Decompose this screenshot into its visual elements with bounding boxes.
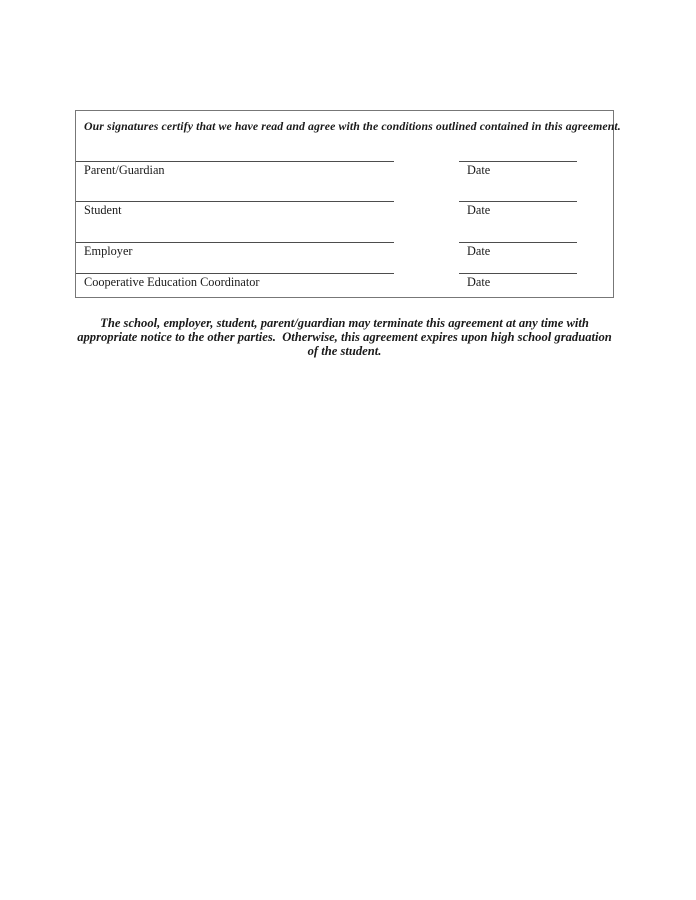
termination-paragraph-line-1: The school, employer, student, parent/guardian may terminate this agreement at any time with [100, 316, 589, 330]
employer-label: Employer [84, 244, 133, 258]
parent-guardian-label: Parent/Guardian [84, 163, 165, 177]
termination-paragraph-line-2: appropriate notice to the other parties. Otherwise, this agreement expires upon high school graduation [77, 330, 612, 344]
coordinator-signature-line [76, 273, 394, 274]
signature-box-title: Our signatures certify that we have read and agree with the conditions outlined contained in this agreement. [84, 119, 621, 133]
student-date-label: Date [467, 203, 491, 217]
termination-paragraph [75, 316, 614, 358]
student-date-line [459, 201, 577, 202]
parent-guardian-signature-line [76, 161, 394, 162]
parent-guardian-date-line [459, 161, 577, 162]
parent-guardian-date-label: Date [467, 163, 491, 177]
signature-box [75, 110, 621, 298]
coordinator-date-label: Date [467, 275, 491, 289]
termination-paragraph-line-3: of the student. [307, 344, 382, 358]
employer-date-line [459, 242, 577, 243]
student-signature-line [76, 201, 394, 202]
coordinator-label: Cooperative Education Coordinator [84, 275, 260, 289]
coordinator-date-line [459, 273, 577, 274]
student-label: Student [84, 203, 122, 217]
employer-date-label: Date [467, 244, 491, 258]
employer-signature-line [76, 242, 394, 243]
